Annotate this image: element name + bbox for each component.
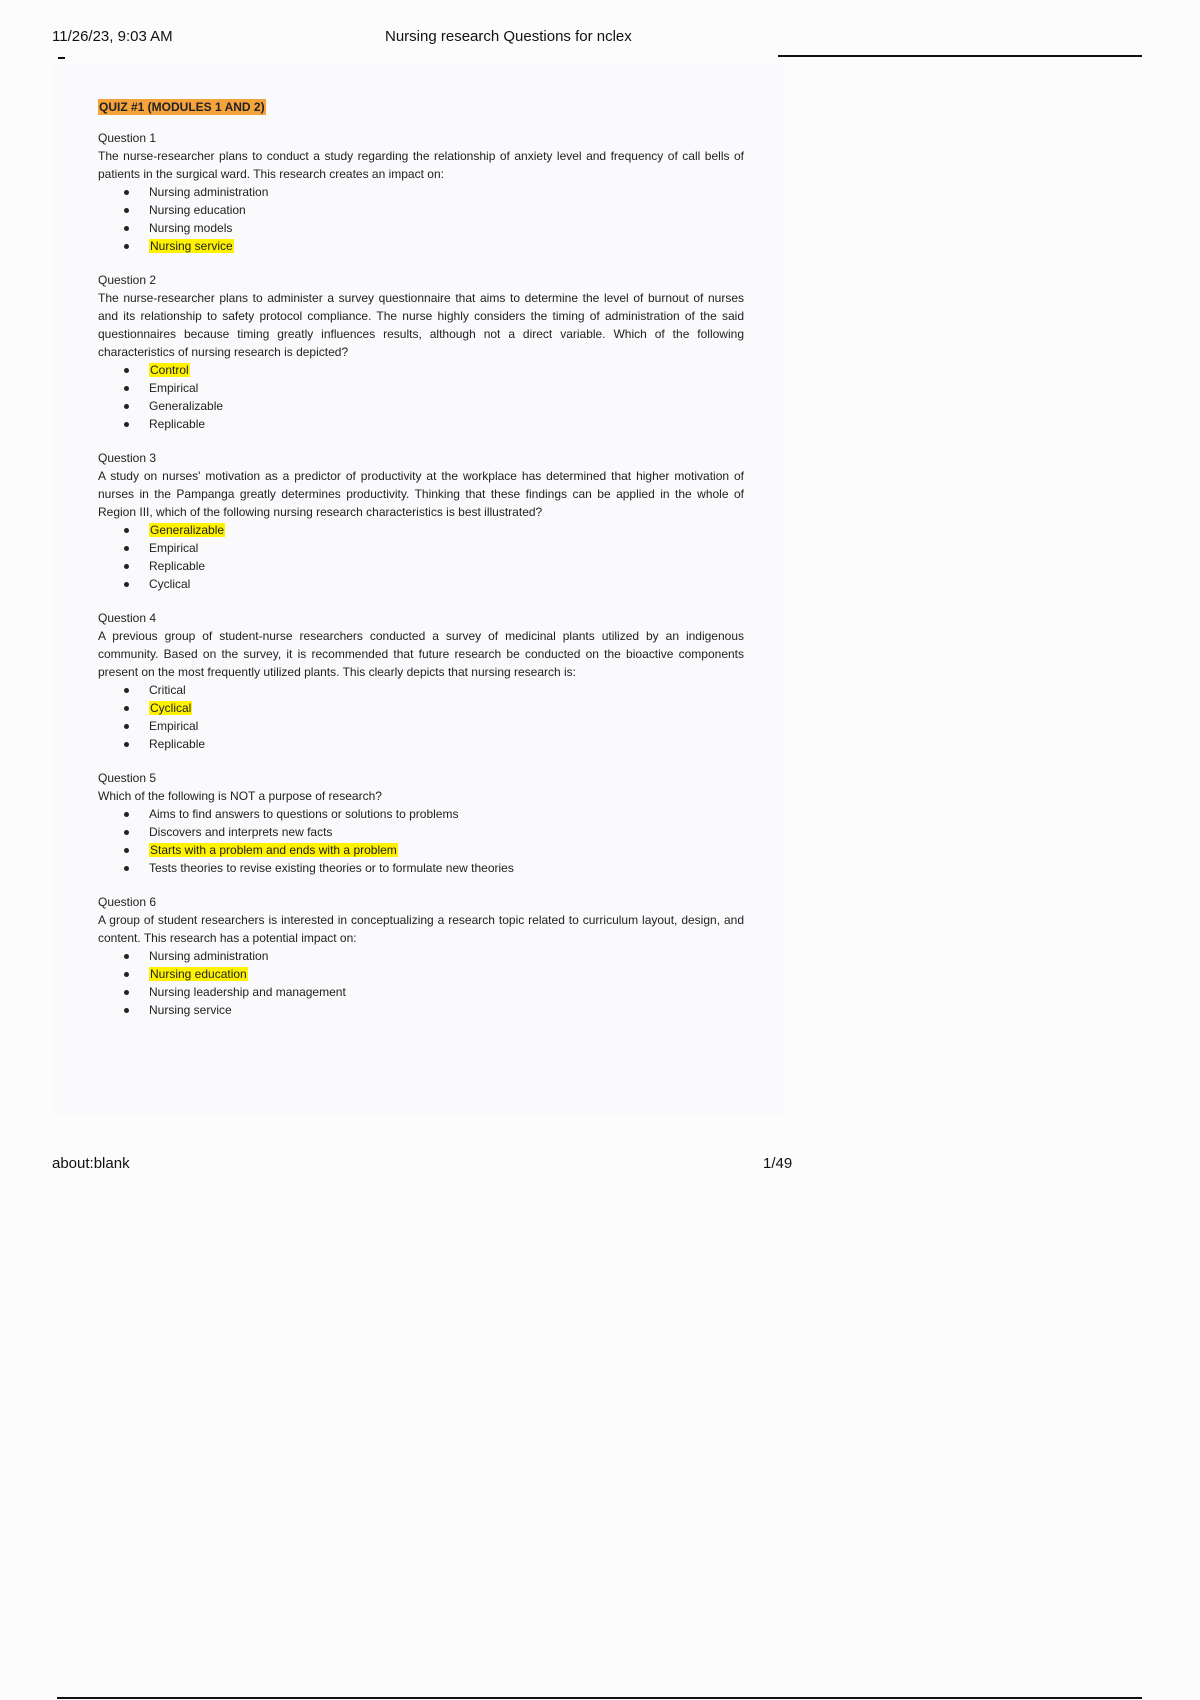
answer-option [98, 557, 744, 575]
correct-answer-highlight: Starts with a problem and ends with a problem [150, 843, 397, 857]
answer-option-text: Replicable [149, 417, 206, 431]
answer-options [98, 361, 744, 433]
question-block [98, 129, 744, 255]
answer-option-text: Generalizable [149, 399, 224, 413]
answer-options [98, 805, 744, 877]
answer-option [98, 823, 744, 841]
question-text: Which of the following is NOT a purpose of research? [98, 789, 382, 803]
answer-option [98, 575, 744, 593]
answer-option [98, 539, 744, 557]
question-block [98, 769, 744, 877]
print-footer-url: about:blank [52, 1155, 130, 1172]
answer-option-text: Nursing administration [149, 185, 269, 199]
print-header-title: Nursing research Questions for nclex [385, 28, 632, 45]
print-header-datetime: 11/26/23, 9:03 AM [52, 28, 173, 45]
quiz-content [98, 98, 744, 1035]
answer-option [98, 183, 744, 201]
question-number: Question 2 [98, 273, 157, 287]
question-block [98, 449, 744, 593]
question-number: Question 4 [98, 611, 157, 625]
answer-option [98, 859, 744, 877]
answer-option-text: Nursing models [149, 221, 233, 235]
answer-option-text: Empirical [149, 719, 199, 733]
answer-option [98, 947, 744, 965]
question-block [98, 271, 744, 433]
answer-option [98, 735, 744, 753]
question-number: Question 5 [98, 771, 157, 785]
quiz-title: QUIZ #1 (MODULES 1 AND 2) [99, 100, 265, 114]
answer-option [98, 841, 744, 859]
question-block [98, 609, 744, 753]
answer-option-text: Tests theories to revise existing theories or to formulate new theories [149, 861, 514, 875]
question-text: A group of student researchers is interested in conceptualizing a research topic related to curriculum layout, design, and content. This research has a potential impact on: [98, 913, 744, 945]
answer-options [98, 521, 744, 593]
question-text: The nurse-researcher plans to conduct a study regarding the relationship of anxiety level and frequency of call bells of patients in the surgical ward. This research creates an impact on: [98, 149, 744, 181]
answer-options [98, 681, 744, 753]
answer-option [98, 201, 744, 219]
answer-option [98, 397, 744, 415]
answer-option-text: Aims to find answers to questions or solutions to problems [149, 807, 459, 821]
answer-option [98, 681, 744, 699]
answer-options [98, 183, 744, 255]
answer-option [98, 361, 744, 379]
answer-option-text: Empirical [149, 541, 199, 555]
answer-option-text: Critical [149, 683, 186, 697]
answer-option [98, 521, 744, 539]
answer-option [98, 965, 744, 983]
answer-option [98, 219, 744, 237]
answer-option-text: Empirical [149, 381, 199, 395]
correct-answer-highlight: Generalizable [150, 523, 225, 537]
answer-option [98, 983, 744, 1001]
question-text: A study on nurses' motivation as a predictor of productivity at the workplace has determined that higher motivation of nurses in the Pampanga greatly determines productivity. Thinking that these findings can be applied in the whole of Region III, which of the following nursing research characteristics is best illustrated? [98, 469, 744, 519]
question-number: Question 1 [98, 131, 157, 145]
answer-option [98, 415, 744, 433]
header-dash [58, 57, 65, 59]
answer-options [98, 947, 744, 1019]
question-text: A previous group of student-nurse researchers conducted a survey of medicinal plants utilized by an indigenous community. Based on the survey, it is recommended that future research be conducted on the bioactive components present on the most frequently utilized plants. This clearly depicts that nursing research is: [98, 629, 744, 679]
footer-rule [57, 1697, 1142, 1699]
question-number: Question 3 [98, 451, 157, 465]
question-number: Question 6 [98, 895, 157, 909]
answer-option [98, 379, 744, 397]
answer-option-text: Nursing administration [149, 949, 269, 963]
correct-answer-highlight: Nursing education [150, 967, 247, 981]
question-list [98, 129, 744, 1019]
answer-option [98, 717, 744, 735]
answer-option [98, 237, 744, 255]
header-rule [778, 55, 1142, 57]
answer-option-text: Nursing service [149, 1003, 232, 1017]
correct-answer-highlight: Cyclical [150, 701, 192, 715]
answer-option-text: Cyclical [149, 577, 191, 591]
answer-option [98, 1001, 744, 1019]
correct-answer-highlight: Control [150, 363, 189, 377]
answer-option-text: Nursing leadership and management [149, 985, 346, 999]
answer-option-text: Discovers and interprets new facts [149, 825, 333, 839]
question-text: The nurse-researcher plans to administer a survey questionnaire that aims to determine the level of burnout of nurses and its relationship to safety protocol compliance. The nurse highly considers the timing of administration of the said questionnaires because timing greatly influences results, although not a direct variable. Which of the following characteristics of nursing research is depicted? [98, 291, 744, 359]
page-number: 1/49 [763, 1155, 793, 1172]
question-block [98, 893, 744, 1019]
answer-option-text: Replicable [149, 559, 206, 573]
answer-option-text: Nursing education [149, 203, 246, 217]
correct-answer-highlight: Nursing service [150, 239, 233, 253]
answer-option-text: Replicable [149, 737, 206, 751]
answer-option [98, 805, 744, 823]
answer-option [98, 699, 744, 717]
